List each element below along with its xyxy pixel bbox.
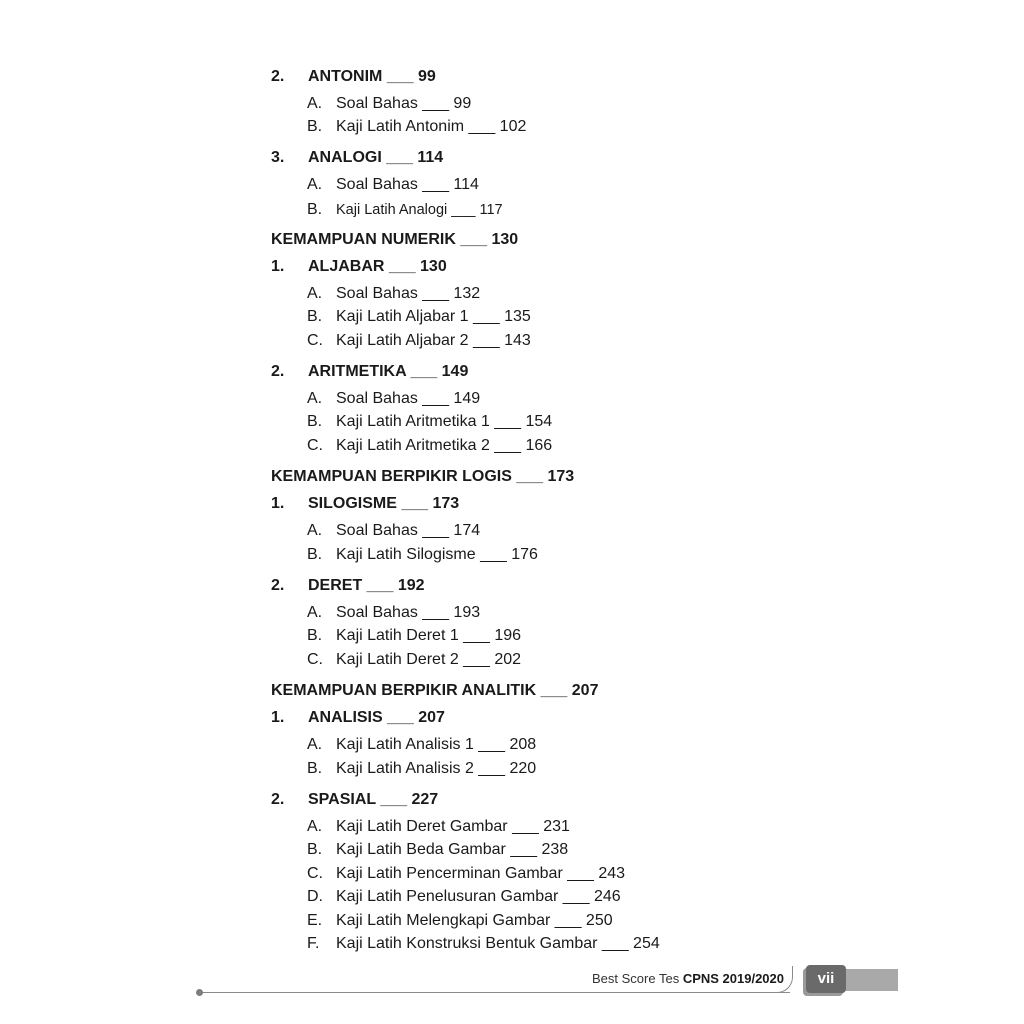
section-title: DERET ___ 192	[308, 577, 425, 594]
footer-prefix: Best Score Tes	[592, 971, 683, 986]
section-number: 1.	[271, 258, 285, 275]
section-number: 2.	[271, 68, 285, 85]
item-text: Kaji Latih Aritmetika 1 ___ 154	[336, 413, 553, 430]
item-text: Kaji Latih Aljabar 1 ___ 135	[336, 308, 531, 325]
chapter-title: KEMAMPUAN BERPIKIR ANALITIK ___ 207	[271, 682, 599, 699]
item-text: Kaji Latih Aritmetika 2 ___ 166	[336, 437, 553, 454]
section-number: 2.	[271, 577, 285, 594]
item-letter: A.	[307, 818, 323, 835]
item-text: Soal Bahas ___ 193	[336, 604, 481, 621]
item-letter: C.	[307, 332, 323, 349]
item-letter: E.	[307, 912, 323, 929]
item-letter: B.	[307, 841, 323, 858]
item-text: Kaji Latih Antonim ___ 102	[336, 118, 527, 135]
section-title: ANALOGI ___ 114	[308, 149, 444, 166]
item-text: Soal Bahas ___ 114	[336, 176, 479, 193]
item-text: Soal Bahas ___ 149	[336, 390, 481, 407]
item-letter: B.	[307, 760, 323, 777]
item-text: Kaji Latih Silogisme ___ 176	[336, 546, 538, 563]
item-letter: A.	[307, 522, 323, 539]
item-text: Kaji Latih Aljabar 2 ___ 143	[336, 332, 531, 349]
item-letter: C.	[307, 437, 323, 454]
footer-rule	[200, 992, 790, 993]
item-letter: A.	[307, 95, 323, 112]
item-letter: A.	[307, 285, 323, 302]
item-letter: B.	[307, 627, 323, 644]
item-letter: D.	[307, 888, 323, 905]
item-text: Kaji Latih Deret Gambar ___ 231	[336, 818, 570, 835]
item-text: Kaji Latih Deret 2 ___ 202	[336, 651, 522, 668]
item-letter: B.	[307, 546, 323, 563]
item-letter: A.	[307, 390, 323, 407]
item-letter: F.	[307, 935, 320, 952]
chapter-title: KEMAMPUAN NUMERIK ___ 130	[271, 231, 519, 248]
section-number: 2.	[271, 363, 285, 380]
footer-bar	[842, 969, 898, 991]
item-letter: A.	[307, 736, 323, 753]
section-number: 3.	[271, 149, 285, 166]
item-text: Kaji Latih Konstruksi Bentuk Gambar ___ 254	[336, 935, 660, 952]
section-title: SPASIAL ___ 227	[308, 791, 439, 808]
section-title: ANALISIS ___ 207	[308, 709, 445, 726]
item-letter: A.	[307, 604, 323, 621]
section-title: ANTONIM ___ 99	[308, 68, 436, 85]
footer-brand: CPNS 2019/2020	[682, 971, 784, 986]
item-text: Kaji Latih Analisis 1 ___ 208	[336, 736, 537, 753]
section-number: 1.	[271, 709, 285, 726]
page-number-badge	[806, 965, 846, 993]
section-number: 2.	[271, 791, 285, 808]
section-title: ALJABAR ___ 130	[308, 258, 447, 275]
section-title: SILOGISME ___ 173	[308, 495, 460, 512]
item-letter: A.	[307, 176, 323, 193]
item-letter: B.	[307, 308, 323, 325]
item-text: Soal Bahas ___ 132	[336, 285, 481, 302]
item-text: Kaji Latih Pencerminan Gambar ___ 243	[336, 865, 626, 882]
item-letter: B.	[307, 201, 323, 218]
item-letter: B.	[307, 413, 323, 430]
section-number: 1.	[271, 495, 285, 512]
item-text: Soal Bahas ___ 174	[336, 522, 481, 539]
item-text: Kaji Latih Penelusuran Gambar ___ 246	[336, 888, 621, 905]
running-footer	[592, 970, 784, 988]
item-text: Kaji Latih Deret 1 ___ 196	[336, 627, 522, 644]
chapter-title: KEMAMPUAN BERPIKIR LOGIS ___ 173	[271, 468, 575, 485]
item-text: Kaji Latih Analisis 2 ___ 220	[336, 760, 537, 777]
item-text: Soal Bahas ___ 99	[336, 95, 472, 112]
item-letter: B.	[307, 118, 323, 135]
item-text: Kaji Latih Beda Gambar ___ 238	[336, 841, 569, 858]
item-letter: C.	[307, 865, 323, 882]
page-number: vii	[817, 970, 835, 987]
footer-dot	[196, 989, 203, 996]
section-title: ARITMETIKA ___ 149	[308, 363, 469, 380]
item-letter: C.	[307, 651, 323, 668]
item-text: Kaji Latih Analogi ___ 117	[336, 202, 503, 218]
item-text: Kaji Latih Melengkapi Gambar ___ 250	[336, 912, 613, 929]
